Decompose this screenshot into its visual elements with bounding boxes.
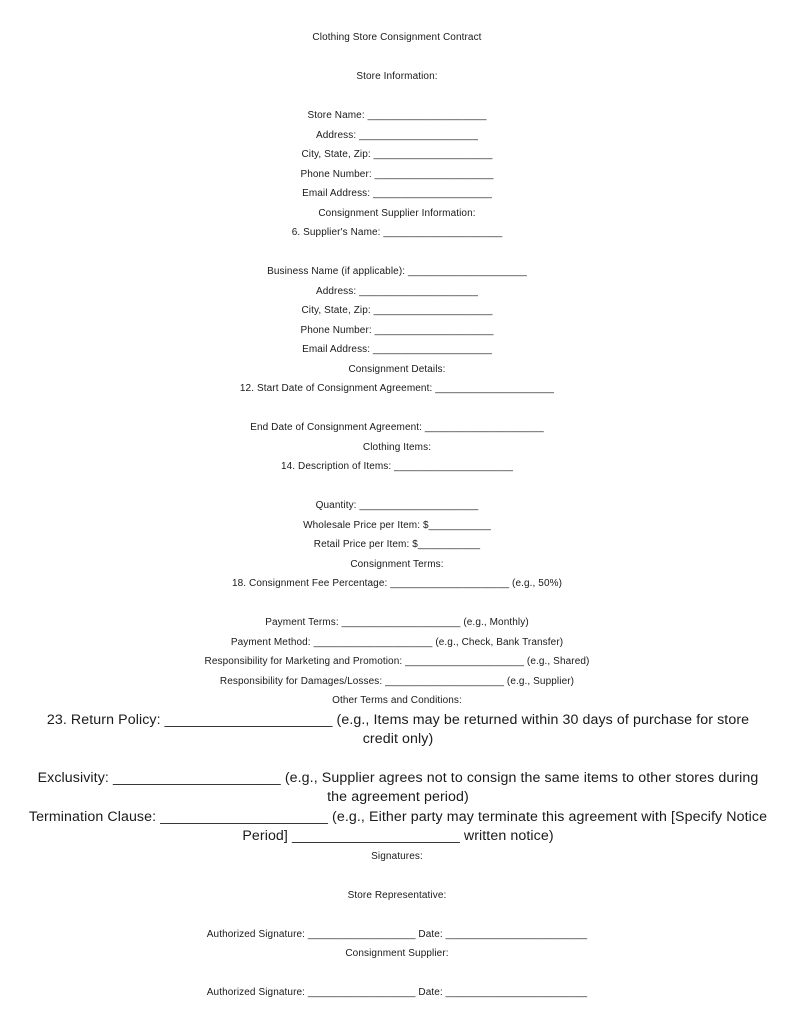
business-name-field: Business Name (if applicable): _____________________ (267, 266, 527, 277)
return-policy-field: 23. Return Policy: _____________________ (e.g., Items may be returned within 30 days of purchase for store credit only) (46, 711, 750, 747)
payment-terms-field: Payment Terms: _____________________ (e.g., Monthly) (265, 617, 529, 628)
store-information-heading: Store Information: (356, 71, 438, 82)
payment-method-field: Payment Method: _____________________ (e.g., Check, Bank Transfer) (230, 636, 564, 648)
supplier-city-field: City, State, Zip: _____________________ (301, 305, 493, 316)
end-date-field: End Date of Consignment Agreement: _____________________ (250, 422, 544, 433)
consignment-terms-heading: Consignment Terms: (350, 558, 444, 570)
store-email-field: Email Address: _____________________ (302, 188, 492, 199)
description-field: 14. Description of Items: _____________________ (280, 461, 514, 472)
store-signature-line: Authorized Signature: ___________________ Date: _________________________ (206, 928, 588, 940)
store-phone-field: Phone Number: _____________________ (300, 168, 494, 180)
consignment-details-heading: Consignment Details: (348, 363, 446, 375)
wholesale-price-field: Wholesale Price per Item: $___________ (303, 519, 491, 531)
other-terms-heading: Other Terms and Conditions: (332, 695, 462, 706)
quantity-field: Quantity: _____________________ (315, 500, 479, 511)
damages-responsibility-field: Responsibility for Damages/Losses: _____________________ (e.g., Supplier) (219, 675, 575, 687)
consignment-fee-field: 18. Consignment Fee Percentage: _____________________ (e.g., 50%) (231, 578, 563, 589)
store-representative-heading: Store Representative: (347, 889, 447, 901)
supplier-address-field: Address: _____________________ (315, 285, 479, 297)
store-address-field: Address: _____________________ (315, 129, 479, 141)
signatures-heading: Signatures: (371, 850, 423, 862)
consignment-supplier-heading: Consignment Supplier: (345, 948, 449, 959)
supplier-email-field: Email Address: _____________________ (302, 344, 492, 355)
store-name-field: Store Name: _____________________ (307, 110, 487, 121)
clothing-items-heading: Clothing Items: (362, 441, 432, 453)
supplier-information-heading: Consignment Supplier Information: (318, 207, 476, 219)
retail-price-field: Retail Price per Item: $___________ (313, 539, 481, 550)
start-date-field: 12. Start Date of Consignment Agreement: _____________________ (239, 383, 555, 394)
supplier-signature-line: Authorized Signature: ___________________ Date: _________________________ (206, 987, 588, 998)
marketing-responsibility-field: Responsibility for Marketing and Promotion: _____________________ (e.g., Shared) (204, 656, 590, 667)
termination-clause-field: Termination Clause: _____________________ (e.g., Either party may terminate this agreement with [Specify Notice Period] _____________________ written notice) (28, 808, 768, 844)
supplier-phone-field: Phone Number: _____________________ (300, 324, 494, 336)
supplier-name-field: 6. Supplier's Name: _____________________ (291, 227, 503, 238)
store-city-field: City, State, Zip: _____________________ (301, 149, 493, 160)
contract-title: Clothing Store Consignment Contract (312, 32, 482, 43)
exclusivity-field: Exclusivity: _____________________ (e.g., Supplier agrees not to consign the same items to other stores during the agreement period) (37, 769, 759, 805)
